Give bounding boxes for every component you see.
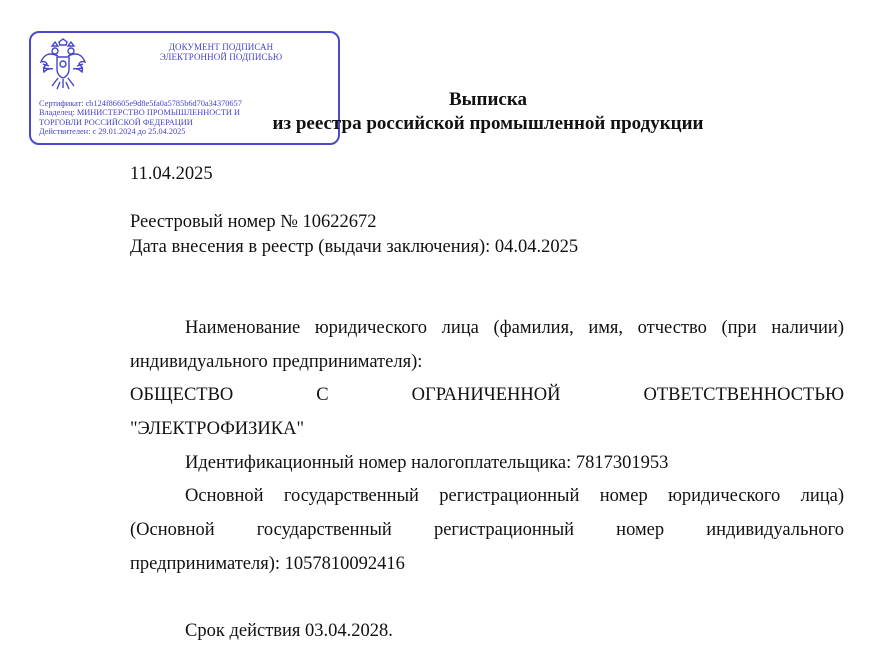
stamp-header-line2: ЭЛЕКТРОННОЙ ПОДПИСЬЮ [159,52,283,62]
entity-name-line2: "ЭЛЕКТРОФИЗИКА" [130,419,305,439]
eagle-emblem-icon [38,38,88,92]
entity-name-line1: ОБЩЕСТВО С ОГРАНИЧЕННОЙ ОТВЕТСТВЕННОСТЬЮ [130,385,844,405]
document-title: Выписка [449,89,527,110]
stamp-owner-line1: Владелец: МИНИСТЕРСТВО ПРОМЫШЛЕННОСТИ И [39,108,240,118]
ogrn: Основной государственный регистрационный номер юридического лица) (Основной государственный регистрационный номер индивидуального предпринимателя): 1057810092416 [130,486,844,574]
registry-date: Дата внесения в реестр (выдачи заключения): 04.04.2025 [130,237,579,257]
stamp-header-line1: ДОКУМЕНТ ПОДПИСАН [168,42,274,52]
document-date: 11.04.2025 [130,164,213,184]
stamp-validity: Действителен: с 29.01.2024 до 25.04.2025 [39,126,186,136]
entity-label: Наименование юридического лица (фамилия, имя, отчество (при наличии) индивидуального предпринимателя): [130,318,844,372]
inn: Идентификационный номер налогоплательщика: 7817301953 [185,453,669,473]
validity-period: Срок действия 03.04.2028. [185,621,393,641]
stamp-header [111,42,331,62]
document-subtitle: из реестра российской промышленной продукции [272,113,704,134]
stamp-certificate: Сертификат: cb124f86605e9d8e5fa0a5785b6d70a34370657 [39,99,242,108]
stamp-owner-line2: ТОРГОВЛИ РОССИЙСКОЙ ФЕДЕРАЦИИ [39,117,193,127]
registry-number: Реестровый номер № 10622672 [130,212,377,232]
